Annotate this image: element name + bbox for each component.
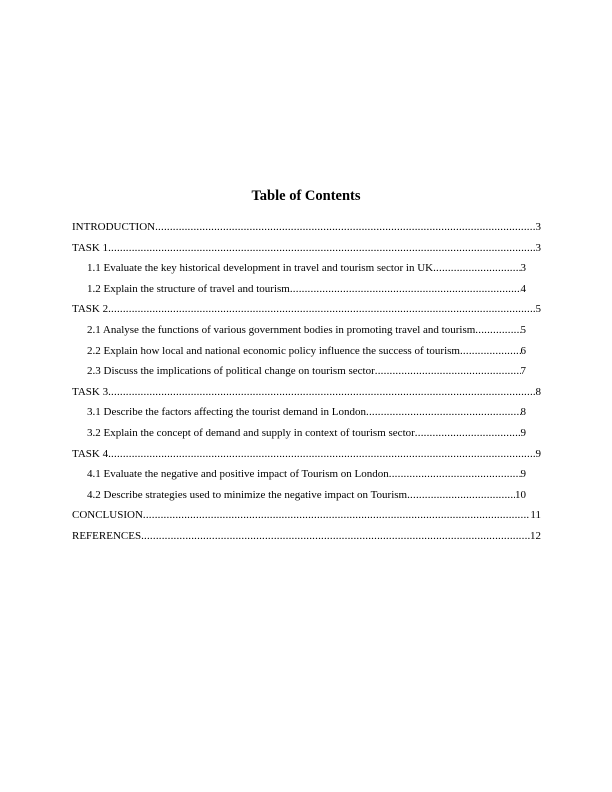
toc-entry[interactable] xyxy=(72,219,541,240)
dot-leader xyxy=(108,384,535,400)
toc-entry-page: 3 xyxy=(535,221,541,233)
toc-entry[interactable] xyxy=(87,363,526,384)
toc-entry[interactable] xyxy=(72,384,541,405)
dot-leader xyxy=(366,404,521,420)
dot-leader xyxy=(108,301,535,317)
toc-entry-page: 12 xyxy=(530,529,541,542)
toc-entry-label: 2.2 Explain how local and national economic policy influence the success of tourism xyxy=(87,344,460,357)
toc-entry[interactable] xyxy=(87,404,526,425)
table-of-contents xyxy=(72,219,541,549)
toc-entry-label: 4.1 Evaluate the negative and positive impact of Tourism on London xyxy=(87,468,389,481)
toc-entry[interactable] xyxy=(87,487,526,508)
dot-leader xyxy=(433,260,520,276)
dot-leader xyxy=(141,528,530,544)
toc-entry[interactable] xyxy=(87,322,526,343)
toc-entry-label: TASK 3 xyxy=(72,385,109,398)
toc-entry-page: 8 xyxy=(520,406,526,419)
toc-entry-page: 10 xyxy=(515,488,526,501)
toc-entry[interactable] xyxy=(87,260,526,281)
toc-entry[interactable] xyxy=(72,240,541,261)
toc-entry[interactable] xyxy=(87,425,526,446)
toc-entry-page: 7 xyxy=(520,365,526,378)
toc-entry[interactable] xyxy=(72,446,541,467)
toc-entry-label: 3.2 Explain the concept of demand and supply in context of tourism sector xyxy=(87,426,415,439)
toc-entry-label: 2.1 Analyse the functions of various government bodies in promoting travel and tourism xyxy=(87,323,476,336)
toc-entry-page: 9 xyxy=(520,468,526,481)
dot-leader xyxy=(375,363,521,379)
toc-entry-page: 3 xyxy=(535,241,541,254)
dot-leader xyxy=(389,466,521,482)
dot-leader xyxy=(155,219,535,235)
dot-leader xyxy=(475,322,520,338)
toc-entry-label: 1.2 Explain the structure of travel and tourism xyxy=(87,282,290,295)
dot-leader xyxy=(407,487,515,503)
toc-entry[interactable] xyxy=(87,343,526,364)
toc-entry[interactable] xyxy=(72,528,541,549)
dot-leader xyxy=(415,425,521,441)
toc-entry-page: 4 xyxy=(520,282,526,295)
toc-entry-page: 6 xyxy=(520,344,526,357)
toc-entry-label: 3.1 Describe the factors affecting the tourist demand in London xyxy=(87,406,366,419)
toc-entry-page: 5 xyxy=(535,303,541,316)
toc-entry-page: 3 xyxy=(520,262,526,275)
dot-leader xyxy=(143,507,531,523)
toc-entry-page: 9 xyxy=(520,426,526,439)
toc-entry[interactable] xyxy=(87,466,526,487)
dot-leader xyxy=(108,240,535,256)
toc-entry-label: 1.1 Evaluate the key historical development in travel and tourism sector in UK xyxy=(87,262,434,275)
toc-entry[interactable] xyxy=(72,301,541,322)
toc-entry-label: REFERENCES xyxy=(72,529,142,542)
toc-entry-label: TASK 2 xyxy=(72,303,109,316)
toc-title: Table of Contents xyxy=(251,188,361,204)
toc-entry-label: CONCLUSION xyxy=(72,509,143,522)
toc-entry-label: INTRODUCTION xyxy=(72,221,156,233)
toc-entry-label: TASK 1 xyxy=(72,241,109,254)
toc-entry-label: 4.2 Describe strategies used to minimize the negative impact on Tourism xyxy=(87,488,408,501)
toc-entry-page: 5 xyxy=(520,323,526,336)
toc-entry[interactable] xyxy=(87,281,526,302)
toc-entry-label: TASK 4 xyxy=(72,447,109,460)
dot-leader xyxy=(108,446,535,462)
dot-leader xyxy=(290,281,521,297)
toc-entry[interactable] xyxy=(72,507,541,528)
toc-entry-page: 9 xyxy=(535,447,541,460)
dot-leader xyxy=(460,343,521,359)
toc-entry-label: 2.3 Discuss the implications of political change on tourism sector xyxy=(87,365,375,378)
toc-entry-page: 8 xyxy=(535,385,541,398)
toc-entry-page: 11 xyxy=(530,509,541,522)
